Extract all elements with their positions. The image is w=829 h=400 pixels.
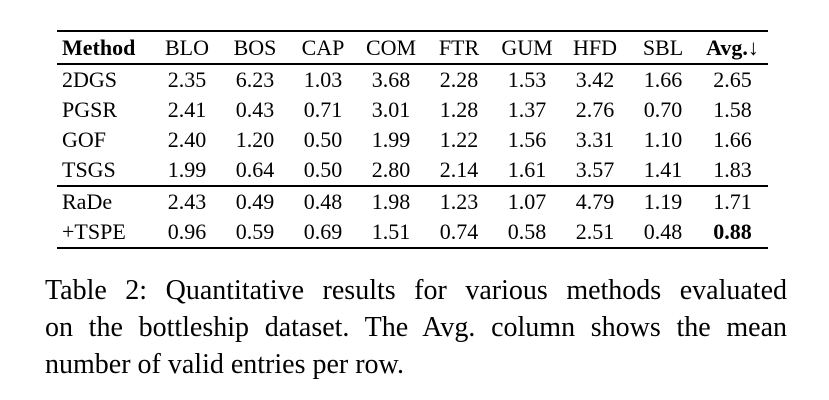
value-cell: 2.80	[371, 157, 411, 182]
method-cell: GOF	[62, 127, 107, 152]
value-cell: 1.56	[507, 127, 547, 152]
table-row-tsgs	[57, 155, 768, 186]
value-cell: 0.70	[643, 97, 683, 122]
table-row-pgsr	[57, 95, 768, 125]
column-header-cap: CAP	[301, 35, 345, 60]
column-header-ftr: FTR	[438, 35, 480, 60]
value-cell: 1.20	[235, 127, 275, 152]
caption-line: Table 2: Quantitative results for various methods evaluated	[45, 275, 787, 306]
value-cell: 2.28	[439, 67, 479, 92]
column-header-hfd: HFD	[572, 35, 617, 60]
value-cell: 1.53	[507, 67, 547, 92]
column-header-avg: Avg.↓	[706, 35, 759, 60]
value-cell: 1.10	[643, 127, 683, 152]
value-cell: 0.49	[235, 189, 275, 214]
column-header-sbl: SBL	[642, 35, 684, 60]
value-cell: 1.41	[643, 157, 683, 182]
value-cell: 2.14	[439, 157, 479, 182]
value-cell: 2.65	[713, 67, 752, 92]
value-cell: 2.40	[167, 127, 207, 152]
value-cell: 2.51	[575, 219, 615, 244]
value-cell: 2.35	[167, 67, 207, 92]
value-cell: 3.01	[371, 97, 411, 122]
method-cell: TSGS	[62, 157, 116, 182]
column-header-com: COM	[365, 35, 417, 60]
value-cell: 2.43	[167, 189, 207, 214]
method-cell: RaDe	[62, 189, 113, 214]
value-cell: 1.03	[303, 67, 343, 92]
method-cell: PGSR	[62, 97, 118, 122]
column-header-gum: GUM	[501, 35, 553, 60]
value-cell: 1.99	[167, 157, 207, 182]
value-cell: 1.99	[371, 127, 411, 152]
value-cell: 3.57	[575, 157, 615, 182]
value-cell: 3.42	[575, 67, 615, 92]
value-cell: 1.19	[643, 189, 683, 214]
value-cell: 0.64	[235, 157, 275, 182]
value-cell: 0.48	[643, 219, 683, 244]
results-table	[57, 30, 768, 249]
table-header-row	[57, 31, 768, 64]
column-header-method: Method	[62, 35, 136, 60]
value-cell: 0.58	[507, 219, 547, 244]
value-cell: 0.74	[439, 219, 479, 244]
value-cell: 1.51	[371, 219, 411, 244]
caption-line: on the bottleship dataset. The Avg. column shows the mean	[45, 312, 787, 343]
value-cell: 1.37	[507, 97, 547, 122]
value-cell: 2.76	[575, 97, 615, 122]
value-cell: 0.50	[303, 127, 343, 152]
table-row-gof	[57, 125, 768, 155]
table-caption	[45, 272, 787, 383]
value-cell: 1.23	[439, 189, 479, 214]
value-cell: 2.41	[167, 97, 207, 122]
value-cell: 6.23	[235, 67, 275, 92]
table-body-group-2	[57, 186, 768, 248]
value-cell: 1.61	[507, 157, 547, 182]
caption-line: number of valid entries per row.	[45, 349, 404, 380]
value-cell: 0.88	[713, 219, 752, 244]
value-cell: 1.07	[507, 189, 547, 214]
down-arrow-icon: ↓	[747, 35, 759, 60]
table-row-tspe	[57, 217, 768, 248]
value-cell: 0.48	[303, 189, 343, 214]
value-cell: 1.22	[439, 127, 479, 152]
value-cell: 1.83	[713, 157, 752, 182]
value-cell: 1.28	[439, 97, 479, 122]
value-cell: 0.59	[235, 219, 275, 244]
value-cell: 0.69	[303, 219, 343, 244]
value-cell: 1.66	[713, 127, 752, 152]
value-cell: 1.58	[713, 97, 752, 122]
value-cell: 3.68	[371, 67, 411, 92]
value-cell: 4.79	[575, 189, 615, 214]
value-cell: 0.50	[303, 157, 343, 182]
value-cell: 1.98	[371, 189, 411, 214]
method-cell: 2DGS	[62, 67, 118, 92]
column-header-blo: BLO	[165, 35, 209, 60]
value-cell: 1.66	[643, 67, 683, 92]
value-cell: 1.71	[713, 189, 752, 214]
value-cell: 3.31	[575, 127, 615, 152]
table-row-2dgs	[57, 64, 768, 95]
value-cell: 0.43	[235, 97, 275, 122]
column-header-bos: BOS	[233, 35, 277, 60]
table-body-group-1	[57, 64, 768, 186]
method-cell: +TSPE	[62, 219, 126, 244]
value-cell: 0.71	[303, 97, 343, 122]
table-row-rade	[57, 186, 768, 217]
value-cell: 0.96	[167, 219, 207, 244]
